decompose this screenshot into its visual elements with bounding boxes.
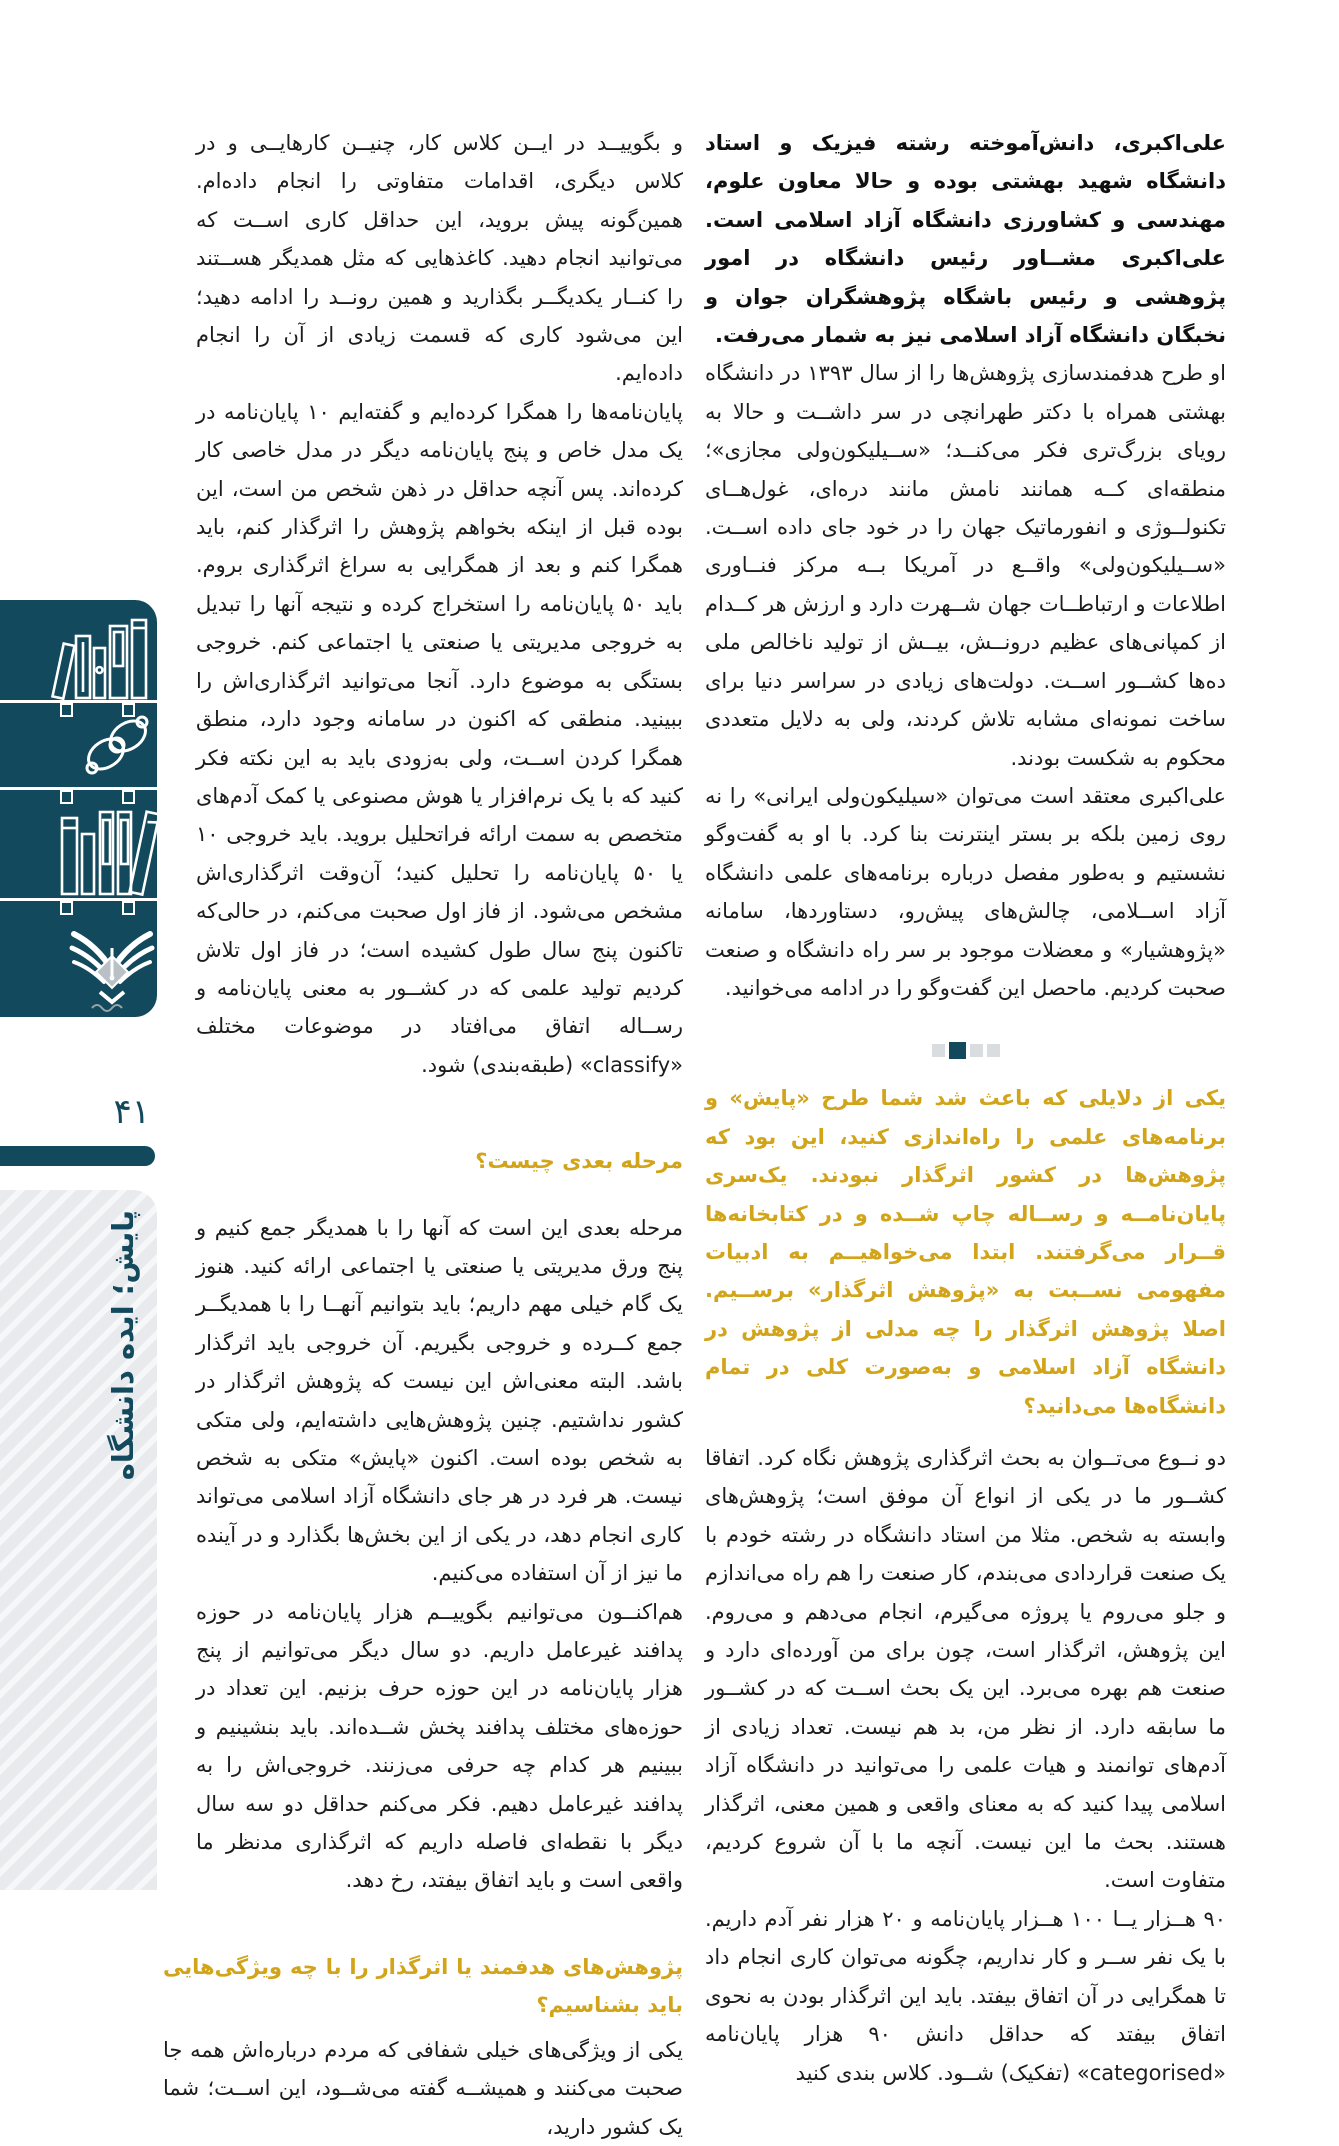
shelf-foot	[60, 790, 73, 804]
paragraph: او طرح هدفمندسازی پژوهش‌ها را از سال ۱۳۹۳ در دانشگاه بهشتی همراه با دکتر طهرانچی در سر داشــت و حالا به رویای بزرگ‌تری فکر می‌کنــد؛ «ســیلیکون‌ولی مجازی»؛ منطقه‌ای کــه همانند نامش مانند دره‌ای، غول‌هــای تکنولــوژی و انفورماتیک جهان را در خود جای داده اســت. «ســیلیکون‌ولی» واقــع در آمریکا بــه مرکز فنــاوری اطلاعات و ارتباطــات جهان شــهرت دارد و ارزش هر کــدام از کمپانی‌های عظیم درونــش، بیــش از تولید ناخالص ملی ده‌ها کشــور اســت. دولت‌های زیادی در سراسر دنیا برای ساخت نمونه‌ای مشابه تلاش کردند، ولی به دلایل متعددی محکوم به شکست بودند.	[705, 361, 1227, 770]
paragraph: ۹۰ هــزار یــا ۱۰۰ هــزار پایان‌نامه و ۲۰ هزار نفر آدم داریم. با یک نفر ســر و کار نداریم، چگونه می‌توان کاری انجام داد تا همگرایی در آن اتفاق بیفتد. باید این اثرگذار بودن به نحوی اتفاق بیفتد که حداقل دانش ۹۰ هزار پایان‌نامه «categorised» (تفکیک) شــود. کلاس بندی کنید	[705, 1906, 1226, 2085]
paragraph: مرحله بعدی این است که آنها را با همدیگر جمع کنیم و پنج ورق مدیریتی یا صنعتی یا اجتماعی ارائه کنید. هنوز یک گام خیلی مهم داریم؛ باید بتوانیم آنهــا را با همدیگــر جمع کــرده و خروجی بگیریم. آن خروجی باید اثرگذار باشد. البته معنی‌اش این نیست که پژوهش اثرگذار در کشور نداشتیم. چنین پژوهش‌هایی داشته‌ایم، ولی متکی به شخص بوده است. اکنون «پایش» متکی به شخص نیست. هر فرد در هر جای دانشگاه آزاد اسلامی می‌تواند کاری انجام دهد، در یکی از این بخش‌ها بگذارد و در آینده ما نیز از آن استفاده می‌کنیم.	[196, 1215, 683, 1586]
left-text-column	[163, 124, 683, 2146]
paragraph: دو نــوع می‌تــوان به بحث اثرگذاری پژوهش نگاه کرد. اتفاقا کشــور ما در یکی از انواع آن موفق است؛ پژوهش‌های وابسته به شخص. مثلا من استاد دانشگاه در رشته خودم با یک صنعت قراردادی می‌بندم، کار صنعت را هم راه می‌اندازم و جلو می‌روم یا پروژه می‌گیرم، انجام می‌دهم و می‌روم. این پژوهش، اثرگذار است، چون برای من آورده‌ای دارد و صنعت هم بهره می‌برد. این یک بحث اســت که در کشــور ما سابقه دارد. از نظر من، بد هم نیست. تعداد زیادی از آدم‌های توانمند و هیات علمی را می‌توانید در دانشگاه آزاد اسلامی پیدا کنید که به معنای واقعی و همین معنی، اثرگذار هستند. بحث ما این نیست. آنچه ما با آن شروع کردیم، متفاوت است.	[705, 1446, 1226, 1893]
separator-square-accent	[949, 1042, 966, 1059]
separator-square	[987, 1044, 1000, 1057]
shelf-foot	[60, 901, 73, 915]
shelf-foot	[60, 703, 73, 717]
bookshelf2-icon	[58, 806, 154, 896]
paragraph: هم‌اکنــون می‌توانیم بگوییــم هزار پایان‌نامه در حوزه پدافند غیرعامل داریم. دو سال دیگر می‌توانیم از پنج هزار پایان‌نامه در این حوزه حرف بزنیم. این تعداد در حوزه‌های مختلف پدافند پخش شــده‌اند. باید بنشینیم و ببینیم هر کدام چه حرفی می‌زنند. خروجی‌اش را به پدافند غیرعامل دهیم. فکر می‌کنم حداقل دو سه سال دیگر با نقطه‌ای فاصله داریم که اثرگذاری مدنظر ما واقعی است و باید اتفاق بیفتد، رخ دهد.	[196, 1599, 683, 1893]
signature-squiggle	[92, 1005, 122, 1011]
section-vertical-title: پایش؛ ایده دانشگاه	[106, 1210, 140, 1481]
question-subhead: مرحله بعدی چیست؟	[475, 1149, 683, 1174]
paragraph: و بگوییــد در ایــن کلاس کار، چنیــن کارهایــی و در کلاس دیگری، اقدامات متفاوتی را انجام داده‌ام. همین‌گونه پیش بروید، این حداقل کاری اســت که می‌توانید انجام دهید. کاغذهایی که مثل همدیگر هســتند را کنــار یکدیگــر بگذارید و همین رونــد را ادامه دهید؛ این می‌شود کاری که قسمت زیادی از آن را انجام داده‌ایم.	[196, 131, 683, 386]
azad-university-logo-icon	[70, 920, 154, 1012]
bookshelf-icon	[52, 618, 152, 700]
right-text-column	[705, 124, 1226, 2092]
page-number: ۴۱	[113, 1092, 150, 1132]
link-icon	[78, 708, 154, 782]
shelf-foot	[122, 790, 135, 804]
interview-question: یکی از دلایلی که باعث شد شما طرح «پایش» و برنامه‌های علمی را راه‌اندازی کنید، این بود که پژوهش‌ها در کشور اثرگذار نبودند. یک‌سری پایان‌نامــه و رســاله چاپ شــده و در کتابخانه‌ها قــرار می‌گرفتند. ابتدا می‌خواهیــم به ادبیات مفهومی نســبت به «پژوهش اثرگذار» برســیم. اصلا پژوهش اثرگذار را چه مدلی از پژوهش در دانشگاه آزاد اسلامی و به‌صورت کلی در تمام دانشگاه‌ها می‌دانید؟	[705, 1086, 1226, 1418]
sidebar-wrap-spacer	[163, 574, 196, 1894]
paragraph: پایان‌نامه‌ها را همگرا کرده‌ایم و گفته‌ایم ۱۰ پایان‌نامه در یک مدل خاص و پنج پایان‌نامه دیگر در مدل خاصی کار کرده‌اند. پس آنچه حداقل در ذهن شخص من است، این بوده قبل از اینکه بخواهم پژوهش را اثرگذار کنم، باید همگرا کنم و بعد از همگرایی به سراغ اثرگذاری بروم. باید ۵۰ پایان‌نامه را استخراج کرده و نتیجه آنها را تبدیل به خروجی مدیریتی یا صنعتی یا اجتماعی کنم. خروجی بستگی به موضوع دارد. آنجا می‌توانید اثرگذاری‌اش را ببینید. منطقی که اکنون در سامانه وجود دارد، منطق همگرا کردن اســت، ولی به‌زودی باید به این نکته فکر کنید که با یک نرم‌افزار یا هوش مصنوعی یا کمک آدم‌های متخصص به سمت ارائه فراتحلیل بروید. باید خروجی ۱۰ یا ۵۰ پایان‌نامه را تحلیل کنید؛ آن‌وقت اثرگذاری‌اش مشخص می‌شود. از فاز اول صحبت می‌کنم، در حالی‌که تاکنون پنج سال طول کشیده است؛ در فاز اول تلاش کردیم تولید علمی که در کشــور به معنی پایان‌نامه و رســاله اتفاق می‌افتاد در موضوعات مختلف «classify» (طبقه‌بندی) شود.	[196, 399, 684, 1077]
separator-square	[970, 1044, 983, 1057]
shelf-foot	[122, 901, 135, 915]
sidebar-divider-bar	[0, 1146, 155, 1166]
paragraph: یکی از ویژگی‌های خیلی شفافی که مردم درباره‌اش همه جا صحبت می‌کنند و همیشــه گفته می‌شــود، این اســت؛ شما یک کشور دارید،	[163, 2037, 683, 2139]
separator-square	[932, 1044, 945, 1057]
sidebar-icon-panel	[0, 600, 157, 1017]
squares-separator	[705, 1041, 1226, 1059]
question-subhead: پژوهش‌های هدفمند یا اثرگذار را با چه ویژگی‌هایی باید بشناسیم؟	[163, 1954, 683, 2018]
lead-paragraph: علی‌اکبری، دانش‌آموخته رشته فیزیک و استاد دانشگاه شهید بهشتی بوده و حالا معاون علوم، مهندسی و کشاورزی دانشگاه آزاد اسلامی است. علی‌اکبری مشــاور رئیس دانشگاه در امور پژوهشی و رئیس باشگاه پژوهشگران جوان و نخبگان دانشگاه آزاد اسلامی نیز به شمار می‌رفت.	[705, 131, 1226, 348]
paragraph: علی‌اکبری معتقد است می‌توان «سیلیکون‌ولی ایرانی» را نه روی زمین بلکه بر بستر اینترنت بنا کرد. با او به گفت‌وگو نشستیم و به‌طور مفصل درباره برنامه‌های علمی دانشگاه آزاد اســلامی، چالش‌های پیش‌رو، دستاوردها، سامانه «پژوهشیار» و معضلات موجود بر سر راه دانشگاه و صنعت صحبت کردیم. ماحصل این گفت‌وگو را در ادامه می‌خوانید.	[705, 783, 1226, 1000]
